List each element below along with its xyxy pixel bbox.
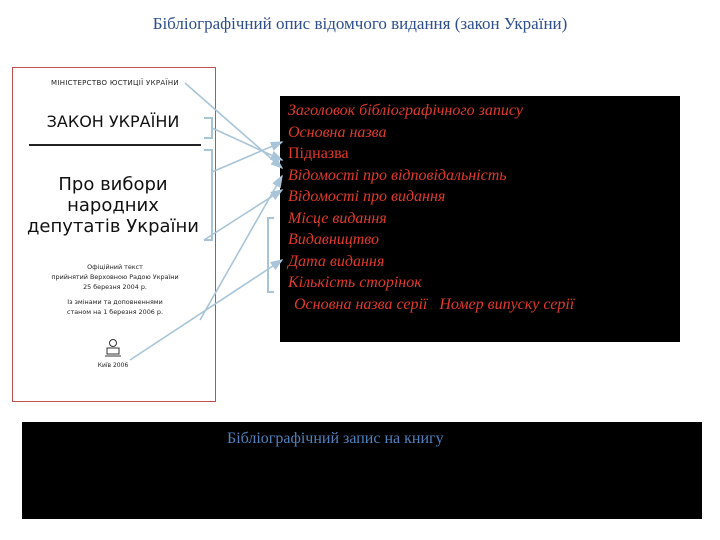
cover-official-line: прийнятий Верховною Радою України	[51, 273, 179, 281]
element-date: Дата видання	[288, 252, 385, 270]
cover-official-line: 25 березня 2004 р.	[83, 283, 147, 291]
bracket-right	[268, 218, 274, 292]
arrow-city	[130, 260, 282, 360]
cover-subject-line: Про вибори	[58, 174, 168, 195]
cover-subject-line: народних	[67, 195, 159, 216]
element-place: Місце видання	[288, 209, 387, 227]
cover-law-heading: ЗАКОН УКРАЇНИ	[46, 112, 180, 131]
element-heading: Заголовок бібліографічного запису	[288, 102, 523, 119]
bracket-law	[204, 118, 212, 138]
cover-amendments-line: Із змінами та доповненнями	[67, 298, 163, 306]
arrow-subject	[212, 142, 282, 172]
cover-official-line: Офіційний текст	[87, 263, 143, 271]
element-edition: Відомості про видання	[288, 188, 446, 205]
cover-ministry: МІНІСТЕРСТВО ЮСТИЦІЇ УКРАЇНИ	[51, 79, 179, 87]
record-label: Бібліографічний запис на книгу	[227, 430, 444, 447]
element-pages: Кількість сторінок	[288, 274, 422, 291]
element-main-title: Основна назва	[288, 123, 387, 141]
element-series: Основна назва серії Номер випуску серії	[294, 295, 575, 313]
arrow-ministry	[185, 83, 282, 168]
bracket-subject	[204, 150, 212, 240]
cover-city-year: Київ 2006	[97, 362, 129, 369]
element-responsibility: Відомості про відповідальність	[288, 166, 507, 184]
cover-amendments-line: станом на 1 березня 2006 р.	[66, 308, 163, 316]
element-publisher: Видавництво	[288, 231, 380, 248]
cover-subject-line: депутатів України	[26, 216, 200, 237]
slide-title: Бібліографічний опис відомчого видання (закон України)	[152, 14, 568, 33]
element-subtitle: Підназва	[288, 145, 349, 162]
arrow-law	[212, 128, 282, 160]
